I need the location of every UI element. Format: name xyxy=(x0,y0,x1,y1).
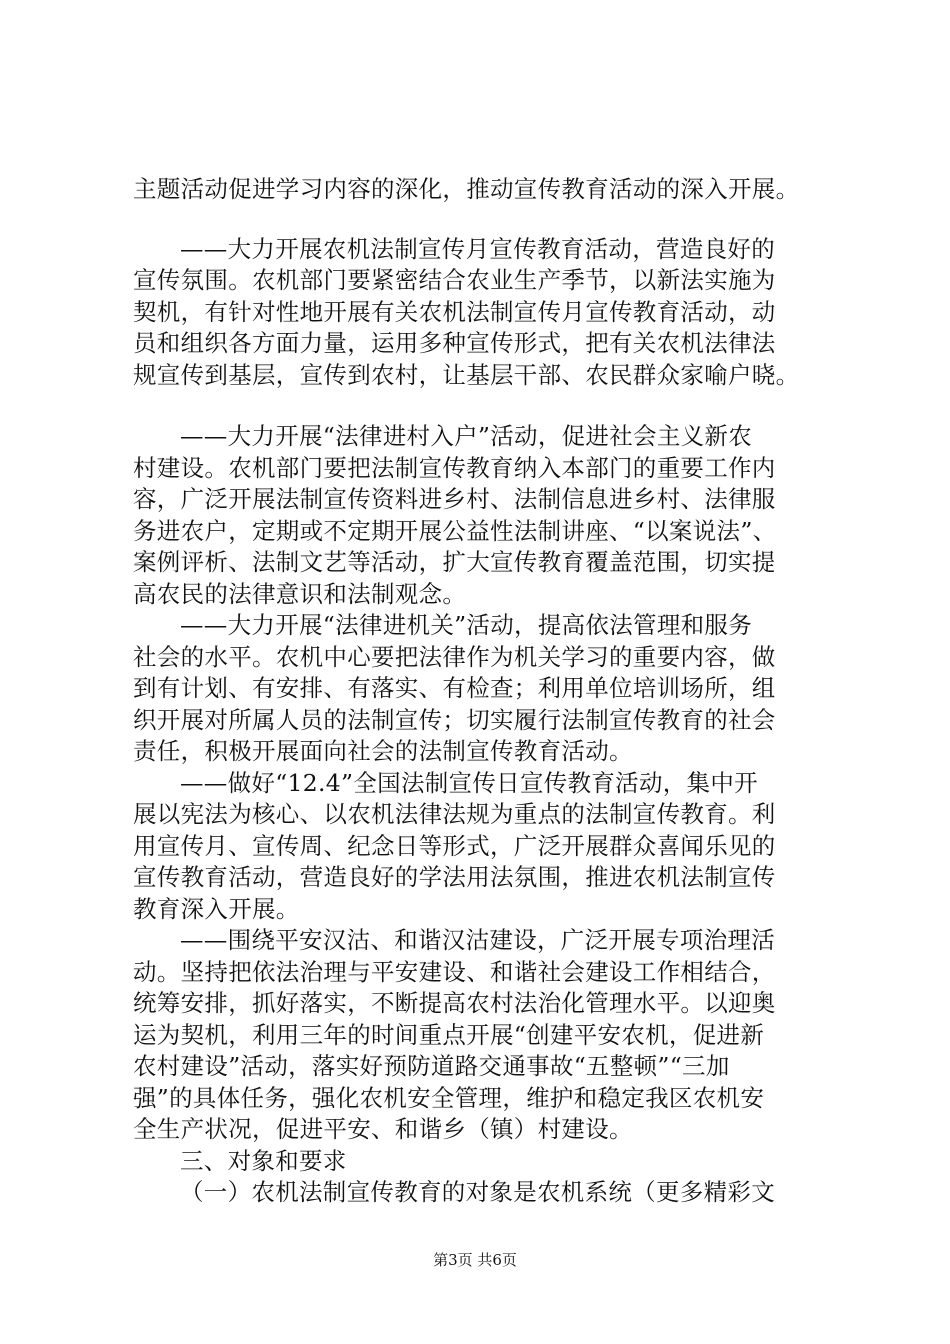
text-line: ——大力开展农机法制宣传月宣传教育活动，营造良好的 xyxy=(180,235,775,263)
text-line: 宣传教育活动，营造良好的学法用法氛围，推进农机法制宣传 xyxy=(133,863,776,891)
text-line: 责任，积极开展面向社会的法制宣传教育活动。 xyxy=(133,737,633,765)
text-line: 展以宪法为核心、以农机法律法规为重点的法制宣传教育。利 xyxy=(133,800,776,828)
text-line: 案例评析、法制文艺等活动，扩大宣传教育覆盖范围，切实提 xyxy=(133,548,776,576)
text-line: ——做好“12.4”全国法制宣传日宣传教育活动，集中开 xyxy=(180,769,758,797)
text-line: 到有计划、有安排、有落实、有检查；利用单位培训场所，组 xyxy=(133,674,776,702)
text-line: 运为契机，利用三年的时间重点开展“创建平安农机，促进新 xyxy=(133,1021,765,1049)
section-heading: 三、对象和要求 xyxy=(180,1147,347,1175)
text-line: ——大力开展“法律进村入户”活动，促进社会主义新农 xyxy=(180,422,753,450)
page-number-footer: 第3页 共6页 xyxy=(433,1251,517,1269)
text-line: 强”的具体任务，强化农机安全管理，维护和稳定我区农机安 xyxy=(133,1084,765,1112)
text-line: 村建设。农机部门要把法制宣传教育纳入本部门的重要工作内 xyxy=(133,454,776,482)
text-line: 农村建设”活动，落实好预防道路交通事故“五整顿”“三加 xyxy=(133,1052,730,1080)
text-line: ——大力开展“法律进机关”活动，提高依法管理和服务 xyxy=(180,611,753,639)
text-line: 宣传氛围。农机部门要紧密结合农业生产季节，以新法实施为 xyxy=(133,266,776,294)
text-line: 容，广泛开展法制宣传资料进乡村、法制信息进乡村、法律服 xyxy=(133,485,776,513)
text-line: 员和组织各方面力量，运用多种宣传形式，把有关农机法律法 xyxy=(133,329,776,357)
text-line: 主题活动促进学习内容的深化，推动宣传教育活动的深入开展。 xyxy=(133,175,800,203)
text-line: 务进农户，定期或不定期开展公益性法制讲座、“以案说法”、 xyxy=(133,517,777,545)
text-line: （一）农机法制宣传教育的对象是农机系统（更多精彩文 xyxy=(180,1178,775,1206)
text-line: 统筹安排，抓好落实，不断提高农村法治化管理水平。以迎奥 xyxy=(133,989,776,1017)
text-line: 高农民的法律意识和法制观念。 xyxy=(133,580,467,608)
text-line: 规宣传到基层，宣传到农村，让基层干部、农民群众家喻户晓。 xyxy=(133,361,800,389)
text-line: 全生产状况，促进平安、和谐乡（镇）村建设。 xyxy=(133,1115,633,1143)
text-line: 社会的水平。农机中心要把法律作为机关学习的重要内容，做 xyxy=(133,643,776,671)
text-line: 契机，有针对性地开展有关农机法制宣传月宣传教育活动，动 xyxy=(133,298,776,326)
text-line: 动。坚持把依法治理与平安建设、和谐社会建设工作相结合， xyxy=(133,958,776,986)
text-line: ——围绕平安汉沽、和谐汉沽建设，广泛开展专项治理活 xyxy=(180,926,775,954)
text-line: 教育深入开展。 xyxy=(133,895,300,923)
text-line: 织开展对所属人员的法制宣传；切实履行法制宣传教育的社会 xyxy=(133,706,776,734)
text-line: 用宣传月、宣传周、纪念日等形式，广泛开展群众喜闻乐见的 xyxy=(133,832,776,860)
